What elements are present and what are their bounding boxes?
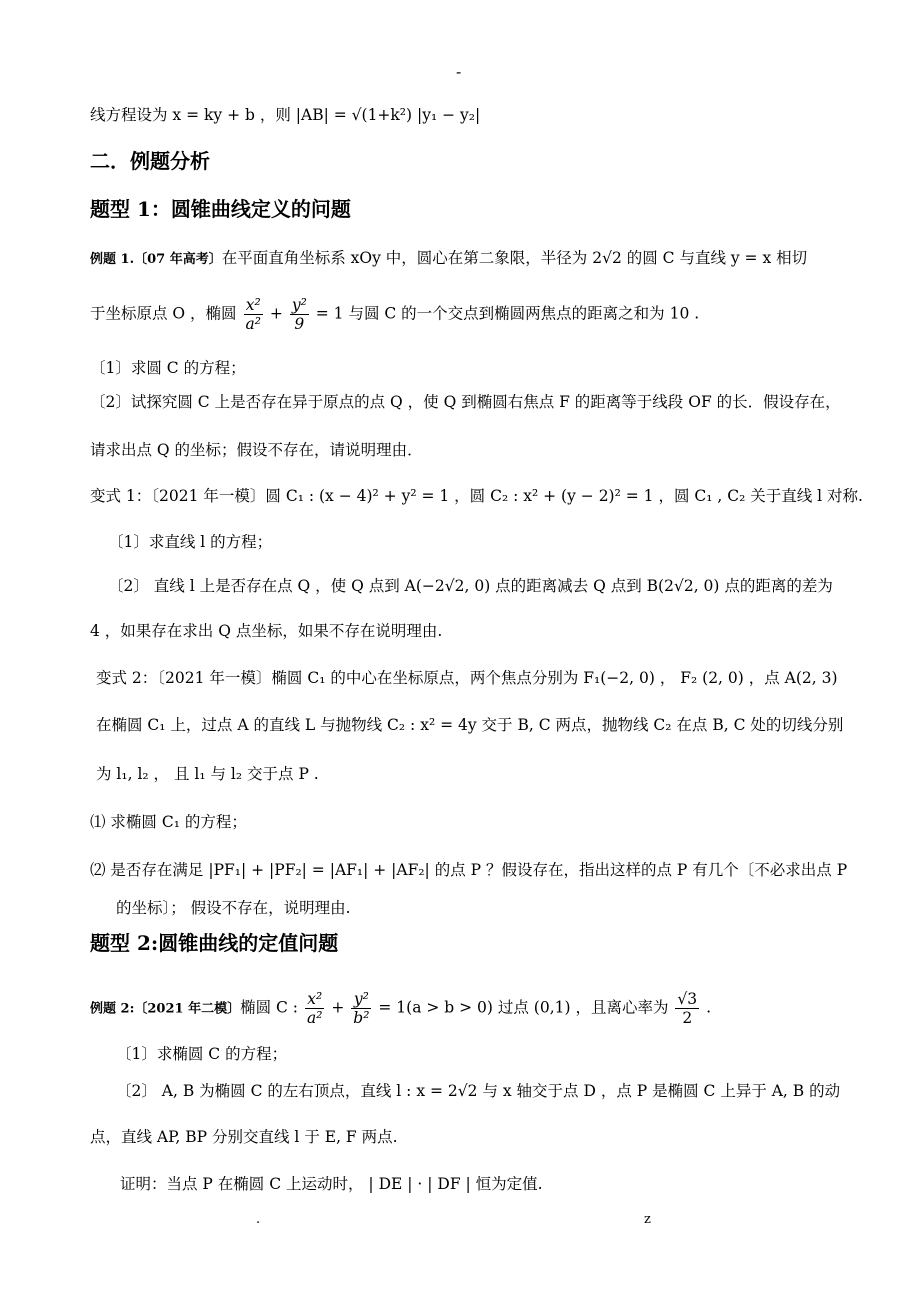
frac-den: b² — [353, 1009, 370, 1027]
type2-heading: 题型 2:圆锥曲线的定值问题 — [90, 931, 339, 955]
frac-num: y² — [291, 296, 307, 314]
example1-line2-a: 于坐标原点 O ，椭圆 — [90, 304, 237, 323]
variant2: 变式 2：〔2021 年一模〕椭圆 C₁ 的中心在坐标原点，两个焦点分别为 F₁(−2, 0) ， F₂ (2, 0) ，点 A(2, 3) — [96, 669, 838, 687]
example2-q2b: 点，直线 AP, BP 分别交直线 l 于 E, F 两点. — [90, 1128, 398, 1146]
ellipse-fraction-x — [244, 296, 263, 333]
plus-sign: + — [269, 304, 283, 323]
example1-q1: 〔1〕求圆 C 的方程； — [90, 359, 246, 377]
frac-num: √3 — [677, 990, 698, 1008]
plus-sign: + — [331, 998, 345, 1017]
variant2-q2: ⑵ 是否存在满足 |PF₁| + |PF₂| = |AF₁| + |AF₂| 的点 P ？假设存在，指出这样的点 P 有几个〔不必求出点 P — [90, 861, 848, 879]
example1-line1 — [90, 248, 807, 270]
example2-text-b: = 1(a > b > 0) 过点 (0,1) ，且离心率为 — [378, 998, 669, 1017]
variant1-q2: 〔2〕 直线 l 上是否存在点 Q ，使 Q 点到 A(−2√2, 0) 点的距离减去 Q 点到 B(2√2, 0) 点的距离的差为 — [108, 577, 833, 595]
footer-right-mark: z — [644, 1212, 651, 1227]
example2-label: 例题 2:〔2021 年二模〕 — [90, 1001, 241, 1017]
variant1-q1: 〔1〕求直线 l 的方程； — [108, 533, 273, 551]
ellipse-fraction-y — [290, 296, 309, 333]
frac-den: 2 — [682, 1009, 693, 1027]
frac-den: 9 — [294, 315, 305, 333]
example1-line2-b: = 1 与圆 C 的一个交点到椭圆两焦点的距离之和为 10 . — [315, 304, 700, 323]
ellipse-fraction-x — [305, 990, 324, 1027]
variant2-q2b: 的坐标〕； 假设不存在，说明理由. — [116, 899, 351, 917]
example1-label: 例题 1.〔07 年高考〕 — [90, 252, 222, 267]
example1-q2: 〔2〕试探究圆 C 上是否存在异于原点的点 Q ，使 Q 到椭圆右焦点 F 的距离等于线段 OF 的长．假设存在， — [90, 393, 841, 411]
example1-line2 — [90, 296, 699, 333]
example1-q2b: 请求出点 Q 的坐标；假设不存在，请说明理由． — [90, 441, 423, 459]
example1-text: 在平面直角坐标系 xOy 中，圆心在第二象限，半径为 2√2 的圆 C 与直线 y = x 相切 — [221, 249, 808, 267]
frac-den: a² — [306, 1009, 323, 1027]
example2-q2: 〔2〕 A, B 为椭圆 C 的左右顶点，直线 l : x = 2√2 与 x 轴交于点 D ，点 P 是椭圆 C 上异于 A, B 的动 — [116, 1082, 841, 1100]
example2-text-a: 椭圆 C : — [240, 998, 299, 1017]
frac-num: x² — [305, 990, 324, 1009]
footer-left-mark: . — [256, 1212, 261, 1227]
variant2-b: 在椭圆 C₁ 上，过点 A 的直线 L 与抛物线 C₂ : x² = 4y 交于 B, C 两点，抛物线 C₂ 在点 B, C 处的切线分别 — [96, 716, 844, 734]
example2-q1: 〔1〕求椭圆 C 的方程； — [116, 1045, 288, 1063]
variant1-q2b: 4 ，如果存在求出 Q 点坐标，如果不存在说明理由. — [90, 622, 443, 640]
formula-line: 线方程设为 x = ky + b ，则 |AB| = √(1+k²) |y₁ − y₂| — [90, 106, 481, 124]
eccentricity-fraction — [675, 990, 699, 1027]
section-heading: 二．例题分析 — [90, 149, 210, 173]
type1-heading: 题型 1：圆锥曲线定义的问题 — [90, 197, 351, 221]
example2-line1 — [90, 990, 711, 1027]
variant1: 变式 1：〔2021 年一模〕圆 C₁ : (x − 4)² + y² = 1 ，圆 C₂ : x² + (y − 2)² = 1 ，圆 C₁ , C₂ 关于直线 l 对称. — [90, 487, 863, 505]
top-mark: - — [456, 63, 462, 81]
ellipse-fraction-y — [351, 990, 371, 1027]
example2-proof: 证明：当点 P 在椭圆 C 上运动时， | DE | · | DF | 恒为定值. — [120, 1175, 543, 1193]
variant2-q1: ⑴ 求椭圆 C₁ 的方程； — [90, 813, 247, 831]
frac-num: y² — [351, 990, 371, 1009]
frac-num: x² — [244, 296, 263, 315]
period: . — [706, 998, 712, 1017]
variant2-c: 为 l₁, l₂ ， 且 l₁ 与 l₂ 交于点 P . — [96, 765, 319, 783]
frac-den: a² — [245, 315, 261, 333]
